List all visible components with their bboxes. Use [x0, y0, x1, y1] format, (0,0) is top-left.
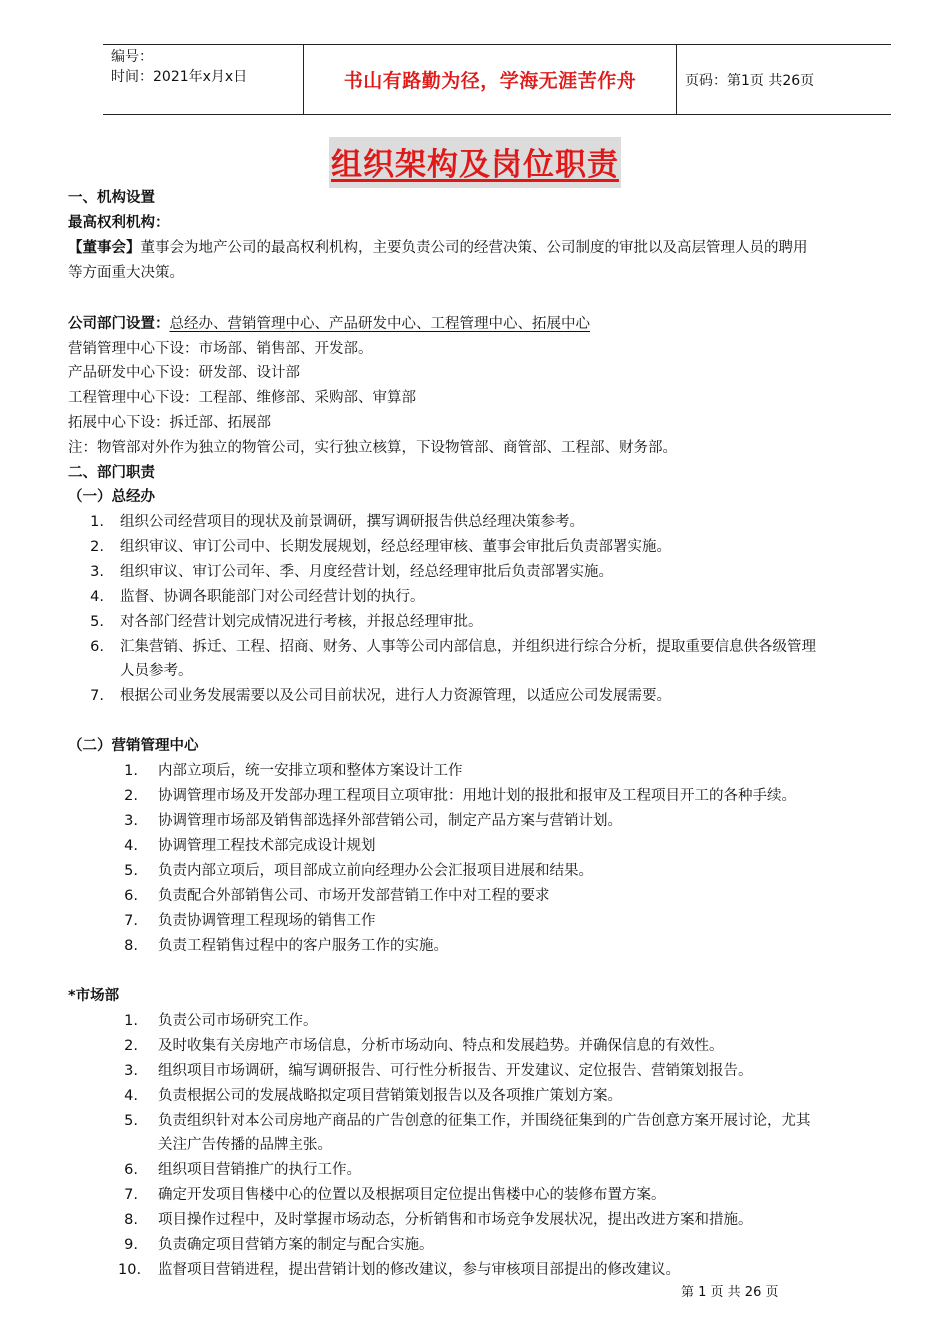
doc-time-label: 时间：2021年x月x日 [111, 69, 248, 85]
list-item-number: 2. [124, 1038, 138, 1054]
list-item-text: 监督项目营销进程，提出营销计划的修改建议，参与审核项目部提出的修改建议。 [158, 1262, 680, 1278]
list-item-number: 1. [124, 763, 138, 779]
list-item-text: 确定开发项目售楼中心的位置以及根据项目定位提出售楼中心的装修布置方案。 [158, 1187, 666, 1203]
dept-line: 产品研发中心下设：研发部、设计部 [68, 365, 300, 381]
section2-heading: 二、部门职责 [68, 465, 155, 481]
list-item-text: 负责根据公司的发展战略拟定项目营销策划报告以及各项推广策划方案。 [158, 1088, 622, 1104]
list-item-text: 组织项目营销推广的执行工作。 [158, 1162, 361, 1178]
list-item-text: 负责公司市场研究工作。 [158, 1013, 318, 1029]
list-item-text: 组织审议、审订公司年、季、月度经营计划，经总经理审批后负责部署实施。 [120, 564, 613, 580]
dept-setup-label: 公司部门设置： [68, 316, 170, 332]
list-item-number: 3. [124, 813, 138, 829]
list-item-text: 负责配合外部销售公司、市场开发部营销工作中对工程的要求 [158, 888, 550, 904]
list-item-number: 7. [124, 1187, 138, 1203]
dept-line: 工程管理中心下设：工程部、维修部、采购部、审算部 [68, 390, 416, 406]
list-item-text: 负责工程销售过程中的客户服务工作的实施。 [158, 938, 448, 954]
list-item-number: 8. [124, 1212, 138, 1228]
dept-setup-value: 总经办、营销管理中心、产品研发中心、工程管理中心、拓展中心 [169, 316, 590, 332]
header-motto: 书山有路勤为径，学海无涯苦作舟 [304, 45, 677, 114]
list-item-number: 7. [90, 688, 104, 704]
list-item-text: 内部立项后，统一安排立项和整体方案设计工作 [158, 763, 463, 779]
list-item-text: 根据公司业务发展需要以及公司目前状况，进行人力资源管理，以适应公司发展需要。 [120, 688, 671, 704]
page-footer: 第 1 页 共 26 页 [681, 1285, 779, 1300]
list-item-text: 负责确定项目营销方案的制定与配合实施。 [158, 1237, 434, 1253]
list-item-text: 及时收集有关房地产市场信息，分析市场动向、特点和发展趋势。并确保信息的有效性。 [158, 1038, 724, 1054]
list-item-number: 6. [124, 1162, 138, 1178]
list-item-text: 组织项目市场调研，编写调研报告、可行性分析报告、开发建议、定位报告、营销策划报告。 [158, 1063, 753, 1079]
list-item-text: 负责组织针对本公司房地产商品的广告创意的征集工作，并围绕征集到的广告创意方案开展讨论，尤其 [158, 1113, 811, 1129]
list-item-number: 10. [118, 1262, 142, 1278]
list-item-text: 协调管理市场部及销售部选择外部营销公司，制定产品方案与营销计划。 [158, 813, 622, 829]
list-item-number: 6. [90, 639, 104, 655]
list-item-number: 3. [90, 564, 104, 580]
list-item-text: 组织公司经营项目的现状及前景调研，撰写调研报告供总经理决策参考。 [120, 514, 584, 530]
board-desc-2: 等方面重大决策。 [68, 265, 184, 281]
list-item-text: 监督、协调各职能部门对公司经营计划的执行。 [120, 589, 425, 605]
board-desc-1: 董事会为地产公司的最高权利机构，主要负责公司的经营决策、公司制度的审批以及高层管理人员的聘用 [140, 240, 808, 256]
list-item-number: 8. [124, 938, 138, 954]
board-tag: 【董事会】 [68, 240, 141, 256]
header-page-info: 页码：第1页 共26页 [685, 72, 815, 89]
list-item-number: 1. [90, 514, 104, 530]
dept-line: 营销管理中心下设：市场部、销售部、开发部。 [68, 341, 373, 357]
list-item-number: 2. [124, 788, 138, 804]
page-header [103, 44, 891, 115]
list-item-text: 组织审议、审订公司中、长期发展规划，经总经理审核、董事会审批后负责部署实施。 [120, 539, 671, 555]
list-item-number: 9. [124, 1237, 138, 1253]
list-item-number: 3. [124, 1063, 138, 1079]
list-item-number: 6. [124, 888, 138, 904]
list-item-number: 5. [124, 1113, 138, 1129]
sub2-heading: （二）营销管理中心 [68, 738, 199, 754]
list-item-text: 对各部门经营计划完成情况进行考核，并报总经理审批。 [120, 614, 483, 630]
list-item-text: 汇集营销、拆迁、工程、招商、财务、人事等公司内部信息，并组织进行综合分析，提取重要信息供各级管理 [120, 639, 816, 655]
list-item-number: 4. [124, 838, 138, 854]
list-item-text: 协调管理市场及开发部办理工程项目立项审批：用地计划的报批和报审及工程项目开工的各种手续。 [158, 788, 796, 804]
list-item-number: 7. [124, 913, 138, 929]
sub3-heading: *市场部 [68, 988, 120, 1004]
list-item-text-continued: 人员参考。 [120, 663, 193, 679]
dept-line: 拓展中心下设：拆迁部、拓展部 [68, 415, 271, 431]
top-authority-label: 最高权利机构： [68, 215, 170, 231]
doc-number-label: 编号： [111, 49, 153, 65]
section1-heading: 一、机构设置 [68, 190, 155, 206]
list-item-text: 负责内部立项后，项目部成立前向经理办公会汇报项目进展和结果。 [158, 863, 593, 879]
document-title: 组织架构及岗位职责 [329, 137, 621, 188]
list-item-text: 协调管理工程技术部完成设计规划 [158, 838, 376, 854]
sub1-heading: （一）总经办 [68, 489, 155, 505]
list-item-number: 5. [124, 863, 138, 879]
property-note: 注：物管部对外作为独立的物管公司，实行独立核算，下设物管部、商管部、工程部、财务部。 [68, 440, 677, 456]
list-item-number: 2. [90, 539, 104, 555]
dept-setup-line [68, 314, 590, 334]
board-paragraph-1 [68, 238, 808, 258]
list-item-text-continued: 关注广告传播的品牌主张。 [158, 1137, 332, 1153]
list-item-number: 5. [90, 614, 104, 630]
list-item-text: 项目操作过程中，及时掌握市场动态，分析销售和市场竞争发展状况，提出改进方案和措施。 [158, 1212, 753, 1228]
header-meta [103, 45, 304, 114]
list-item-number: 4. [90, 589, 104, 605]
list-item-text: 负责协调管理工程现场的销售工作 [158, 913, 376, 929]
list-item-number: 1. [124, 1013, 138, 1029]
list-item-number: 4. [124, 1088, 138, 1104]
